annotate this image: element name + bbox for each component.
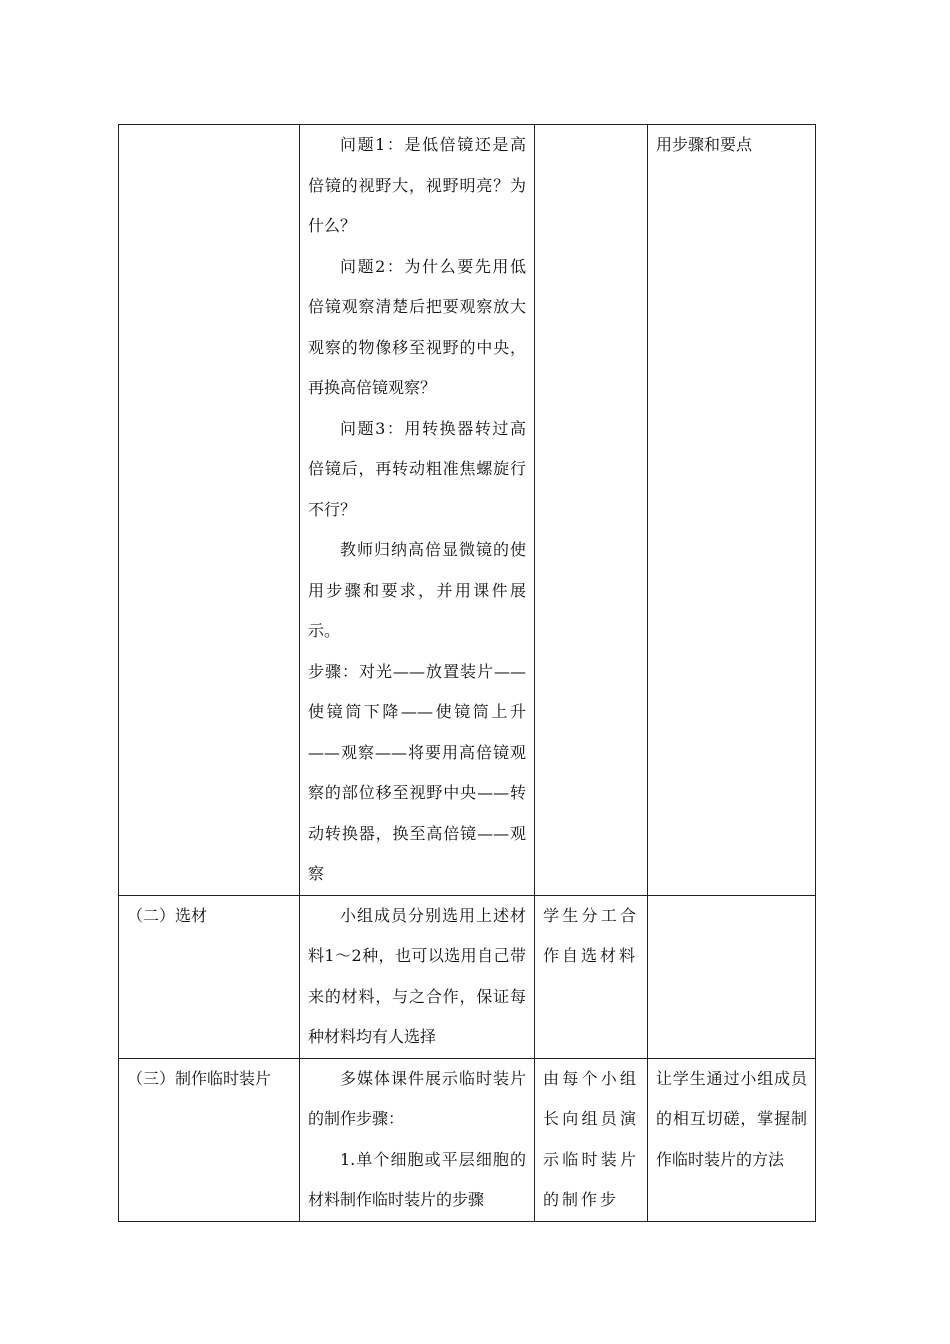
table-row bbox=[119, 125, 816, 896]
step-1-text: 1.单个细胞或平层细胞的材料制作临时装片的步骤 bbox=[308, 1149, 526, 1209]
row2-intent-cell bbox=[648, 895, 816, 1058]
student-activity-text: 学生分工合作自选材料 bbox=[543, 905, 639, 965]
question-1: 问题1：是低倍镜还是高倍镜的视野大，视野明亮？为什么？ bbox=[308, 135, 526, 235]
table-row bbox=[119, 895, 816, 1058]
row1-student-cell bbox=[535, 125, 648, 896]
media-steps-text: 多媒体课件展示临时装片的制作步骤： bbox=[308, 1068, 526, 1128]
row1-teacher-cell bbox=[300, 125, 535, 896]
material-selection-text: 小组成员分别选用上述材料1～2种，也可以选用自己带来的材料，与之合作，保证每种材料均有人选择 bbox=[308, 905, 526, 1046]
question-2: 问题2：为什么要先用低倍镜观察清楚后把要观察放大观察的物像移至视野的中央，再换高倍镜观察？ bbox=[308, 256, 526, 397]
row3-label-cell: （三）制作临时装片 bbox=[119, 1058, 300, 1221]
row3-student-cell bbox=[535, 1058, 648, 1221]
lesson-plan-table bbox=[118, 124, 816, 1222]
teacher-summary: 教师归纳高倍显微镜的使用步骤和要求，并用课件展示。 bbox=[308, 540, 526, 640]
intent-text: 让学生通过小组成员的相互切磋，掌握制作临时装片的方法 bbox=[656, 1068, 807, 1169]
steps-text: 步骤：对光——放置装片——使镜筒下降——使镜筒上升——观察——将要用高倍镜观察的部位移至视野中央——转动转换器，换至高倍镜——观察 bbox=[308, 661, 526, 883]
row2-student-cell bbox=[535, 895, 648, 1058]
group-demo-text: 由每个小组长向组员演示临时装片的制作步 bbox=[543, 1068, 639, 1209]
row3-teacher-cell bbox=[300, 1058, 535, 1221]
table-row bbox=[119, 1058, 816, 1221]
question-3: 问题3：用转换器转过高倍镜后，再转动粗准焦螺旋行不行？ bbox=[308, 418, 526, 519]
row1-intent-cell: 用步骤和要点 bbox=[648, 125, 816, 896]
row1-label-cell bbox=[119, 125, 300, 896]
row3-intent-cell bbox=[648, 1058, 816, 1221]
row2-label-cell: （二）选材 bbox=[119, 895, 300, 1058]
row2-teacher-cell bbox=[300, 895, 535, 1058]
